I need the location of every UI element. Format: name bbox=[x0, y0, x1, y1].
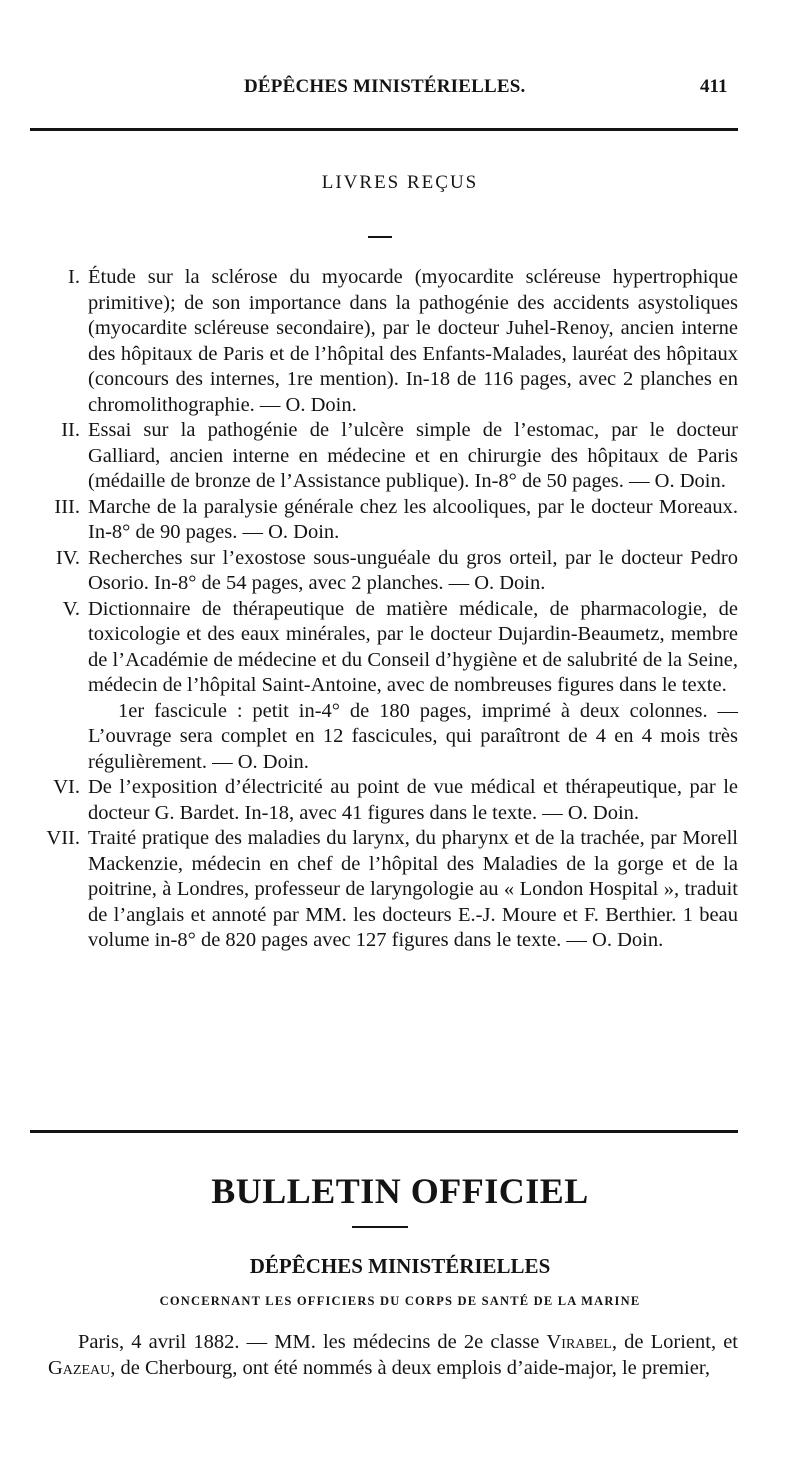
page-number: 411 bbox=[700, 76, 728, 97]
entry-paragraph: Traité pratique des maladies du larynx, du pharynx et de la trachée, par Morell Mackenzie, médecin en chef de l’hôpital des Maladies de la gorge et de la poitrine, à Londres, professeur de laryngologie au « London Hospital », traduit de l’anglais et annoté par MM. les docteurs E.-J. Moure et F. Berthier. 1 beau volume in-8° de 820 pages avec 127 figures dans le texte. — O. Doin. bbox=[88, 827, 738, 951]
entry-paragraph: 1er fascicule : petit in-4° de 180 pages, imprimé à deux colonnes. — L’ouvrage sera complet en 12 fascicules, qui paraîtront de 4 en 4 mois très régulièrement. — O. Doin. bbox=[88, 699, 738, 773]
entry-numeral: VII. bbox=[46, 827, 80, 849]
book-entry-1 bbox=[26, 265, 738, 418]
book-entry-6 bbox=[26, 775, 738, 826]
book-entry-2 bbox=[26, 418, 738, 495]
entry-numeral: VI. bbox=[53, 776, 80, 798]
entry-paragraph: Essai sur la pathogénie de l’ulcère simple de l’estomac, par le docteur Galliard, ancien interne en médecine et en chirurgie des hôpitaux de Paris (médaille de bronze de l’Assistance publique). In-8° de 50 pages. — O. Doin. bbox=[88, 419, 738, 492]
running-title: DÉPÊCHES MINISTÉRIELLES. bbox=[244, 76, 526, 97]
entry-text bbox=[88, 775, 738, 826]
books-title-dash bbox=[368, 236, 392, 238]
book-entry-4 bbox=[26, 546, 738, 597]
books-section-title: LIVRES REÇUS bbox=[321, 172, 479, 193]
concerning-subheading: CONCERNANT LES OFFICIERS DU CORPS DE SANTÉ DE LA MARINE bbox=[159, 1294, 641, 1308]
dispatch-text-part: , de Cherbourg, ont été nommés à deux emplois d’aide-major, le premier, bbox=[110, 1356, 710, 1379]
book-entry-3 bbox=[26, 495, 738, 546]
entry-numeral: I. bbox=[68, 266, 80, 288]
entry-paragraph: Recherches sur l’exostose sous-unguéale du gros orteil, par le docteur Pedro Osorio. In-8° de 54 pages, avec 2 planches. — O. Doin. bbox=[88, 546, 738, 594]
officer-name: Gazeau bbox=[48, 1356, 111, 1379]
entry-numeral: IV. bbox=[55, 546, 80, 569]
dispatch-paragraph bbox=[48, 1330, 738, 1381]
dispatch-text bbox=[48, 1330, 738, 1381]
entry-paragraph: Étude sur la sclérose du myocarde (myocardite scléreuse hypertrophique primitive); de son importance dans la pathogénie des accidents asystoliques (myocardite scléreuse secondaire), par le docteur Juhel-Renoy, ancien interne des hôpitaux de Paris et de l’hôpital des Enfants-Malades, lauréat des hôpitaux (concours des internes, 1re mention). In-18 de 116 pages, avec 2 planches en chromolithographie. — O. Doin. bbox=[88, 266, 738, 416]
header-rule bbox=[30, 128, 738, 131]
entry-text bbox=[88, 265, 738, 418]
entry-text bbox=[88, 826, 738, 954]
entry-text bbox=[88, 495, 738, 546]
entry-numeral: III. bbox=[54, 495, 80, 518]
entry-paragraph: De l’exposition d’électricité au point de vue médical et thérapeutique, par le docteur G. Bardet. In-18, avec 41 figures dans le texte. — O. Doin. bbox=[88, 776, 738, 824]
dispatch-text-part: Paris, 4 avril 1882. — MM. les médecins de 2e classe bbox=[78, 1331, 547, 1353]
entry-text bbox=[88, 546, 738, 597]
entry-text bbox=[88, 418, 738, 495]
officer-name: Virabel bbox=[546, 1331, 612, 1353]
entry-numeral: V. bbox=[62, 597, 80, 620]
section-divider-rule bbox=[30, 1130, 738, 1133]
ministerial-dispatches-title: DÉPÊCHES MINISTÉRIELLES bbox=[249, 1254, 551, 1278]
entry-numeral: II. bbox=[61, 419, 80, 441]
dispatch-text-part: , de Lorient, et bbox=[611, 1331, 739, 1353]
bulletin-title: BULLETIN OFFICIEL bbox=[211, 1171, 589, 1211]
books-list bbox=[26, 265, 738, 954]
entry-text bbox=[88, 597, 738, 776]
bulletin-title-rule bbox=[352, 1226, 408, 1228]
book-entry-5 bbox=[26, 597, 738, 776]
running-head bbox=[0, 76, 800, 106]
entry-paragraph: Dictionnaire de thérapeutique de matière médicale, de pharmacologie, de toxicologie et des eaux minérales, par le docteur Dujardin-Beaumetz, membre de l’Académie de médecine et du Conseil d’hygiène et de salubrité de la Seine, médecin de l’hôpital Saint-Antoine, avec de nombreuses figures dans le texte. bbox=[88, 597, 738, 696]
book-entry-7 bbox=[26, 826, 738, 954]
entry-paragraph: Marche de la paralysie générale chez les alcooliques, par le docteur Moreaux. In-8° de 90 pages. — O. Doin. bbox=[88, 495, 738, 543]
